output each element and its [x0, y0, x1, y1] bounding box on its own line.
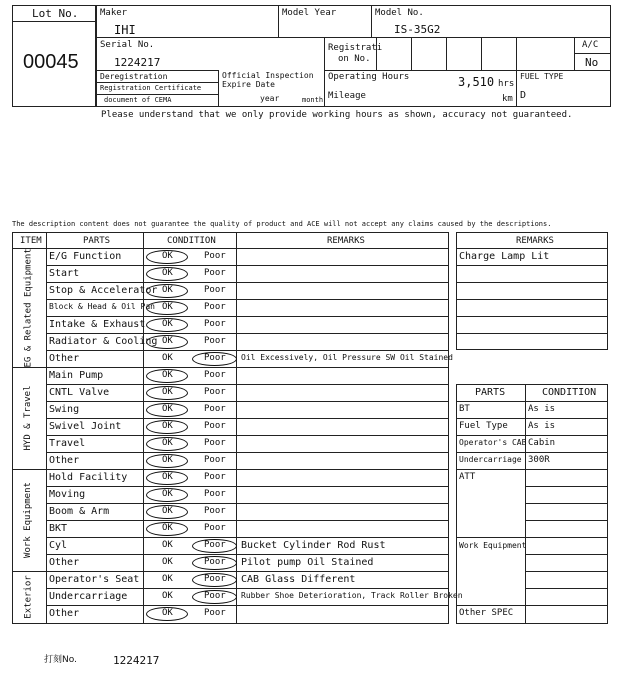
poor-option: Poor [204, 302, 226, 312]
right-remark-divider [456, 282, 608, 283]
spec-divider [456, 418, 608, 419]
part-name: Other [49, 557, 80, 568]
registration-label-1: Registrati [328, 43, 383, 53]
poor-circle-mark [192, 352, 237, 366]
fuel-type-label: FUEL TYPE [520, 72, 564, 81]
row-divider [46, 418, 449, 419]
row-divider [46, 316, 449, 317]
part-name: Main Pump [49, 370, 104, 381]
right-remark-divider [456, 265, 608, 266]
part-name: E/G Function [49, 251, 122, 262]
spec-condition: As is [528, 404, 556, 414]
part-name: Stop & Accelerator [49, 285, 158, 296]
poor-option: Poor [204, 438, 226, 448]
poor-option: Poor [204, 319, 226, 329]
ok-option: OK [162, 370, 173, 380]
fuel-type-value: D [520, 90, 527, 101]
ok-option: OK [162, 336, 173, 346]
other-spec-label: Other SPEC [459, 608, 514, 618]
poor-option: Poor [204, 421, 226, 431]
spec-divider [456, 537, 608, 538]
poor-option: Poor [204, 489, 226, 499]
month-label: month [302, 96, 324, 104]
ok-option: OK [162, 438, 173, 448]
group-label: EG & Related Equipment [23, 247, 33, 367]
row-divider [46, 537, 449, 538]
registration-certificate-label: Registration Certificate [100, 84, 202, 92]
ok-option: OK [162, 455, 173, 465]
att-subdivider [525, 486, 608, 487]
group-divider [12, 571, 449, 572]
ok-option: OK [162, 387, 173, 397]
spec-divider [456, 435, 608, 436]
row-divider [46, 350, 449, 351]
row-divider [46, 605, 449, 606]
ok-option: OK [162, 489, 173, 499]
part-name: Swivel Joint [49, 421, 122, 432]
ok-option: OK [162, 591, 173, 601]
part-name: Boom & Arm [49, 506, 110, 517]
part-name: Swing [49, 404, 80, 415]
model-no-value: IS-35G2 [394, 23, 441, 36]
poor-circle-mark [192, 539, 237, 553]
right-remarks-header: REMARKS [516, 236, 554, 246]
accuracy-note: Please understand that we only provide working hours as shown, accuracy not guaranteed. [101, 110, 573, 120]
part-name: Cyl [49, 540, 68, 551]
part-name: Other [49, 455, 80, 466]
group-label: Exterior [23, 574, 33, 619]
ok-circle-mark [146, 607, 188, 621]
ok-circle-mark [146, 301, 188, 315]
deregistration-label: Deregistration [100, 72, 168, 81]
spec-divider [456, 401, 608, 402]
work-equipment-label: Work Equipment [459, 541, 527, 550]
row-divider [46, 265, 449, 266]
ok-option: OK [162, 404, 173, 414]
row-divider [46, 435, 449, 436]
inspection-label-1: Official Inspection [222, 71, 314, 80]
part-name: Hold Facility [49, 472, 128, 483]
poor-option: Poor [204, 455, 226, 465]
ok-option: OK [162, 251, 173, 261]
part-name: Undercarriage [49, 591, 128, 602]
poor-circle-mark [192, 590, 237, 604]
poor-option: Poor [204, 353, 226, 363]
att-label: ATT [459, 472, 476, 482]
ok-circle-mark [146, 335, 188, 349]
spec-part: BT [459, 404, 470, 414]
spec-condition: 300R [528, 455, 550, 465]
spec-condition-header: CONDITION [542, 387, 597, 398]
work-subdivider [525, 571, 608, 572]
att-subdivider [525, 520, 608, 521]
ok-option: OK [162, 506, 173, 516]
spec-part: Undercarriage [459, 455, 522, 464]
poor-option: Poor [204, 523, 226, 533]
part-name: Travel [49, 438, 86, 449]
lot-label: Lot No. [32, 7, 79, 20]
maker-label: Maker [100, 8, 128, 18]
ok-circle-mark [146, 369, 188, 383]
row-divider [46, 401, 449, 402]
spec-parts-header: PARTS [475, 387, 506, 398]
mileage-label: Mileage [328, 91, 366, 101]
document-cema-label: document of CEMA [104, 96, 172, 104]
right-remark-divider [456, 299, 608, 300]
part-name: Operator's Seat [49, 574, 140, 585]
work-subdivider [525, 588, 608, 589]
right-remark-text: Charge Lamp Lit [459, 251, 550, 262]
part-name: CNTL Valve [49, 387, 110, 398]
ok-option: OK [162, 523, 173, 533]
poor-option: Poor [204, 506, 226, 516]
header-remarks: REMARKS [327, 236, 365, 246]
km-label: km [502, 94, 513, 104]
ok-circle-mark [146, 420, 188, 434]
ok-circle-mark [146, 505, 188, 519]
group-label: Work Equipment [23, 482, 33, 558]
row-remark: Oil Excessively, Oil Pressure SW Oil Stained [241, 353, 453, 362]
ok-circle-mark [146, 488, 188, 502]
ok-option: OK [162, 268, 173, 278]
ok-option: OK [162, 285, 173, 295]
row-divider [46, 333, 449, 334]
part-name: BKT [49, 523, 68, 534]
operating-hours-value: 3,510 [458, 75, 495, 89]
group-divider [12, 469, 449, 470]
row-divider [46, 486, 449, 487]
ok-option: OK [162, 540, 173, 550]
right-remark-divider [456, 248, 608, 249]
ok-option: OK [162, 421, 173, 431]
poor-option: Poor [204, 336, 226, 346]
poor-option: Poor [204, 251, 226, 261]
stamp-value: 1224217 [113, 654, 160, 667]
poor-option: Poor [204, 370, 226, 380]
work-subdivider [525, 554, 608, 555]
ok-circle-mark [146, 471, 188, 485]
serial-value: 1224217 [114, 56, 161, 69]
inspection-label-2: Expire Date [222, 80, 275, 89]
ac-label: A/C [582, 40, 599, 50]
poor-option: Poor [204, 540, 226, 550]
maker-value: IHI [114, 23, 136, 37]
ok-circle-mark [146, 267, 188, 281]
registration-label-2: on No. [338, 54, 371, 64]
ok-option: OK [162, 557, 173, 567]
serial-label: Serial No. [100, 40, 155, 50]
poor-option: Poor [204, 608, 226, 618]
ok-circle-mark [146, 250, 188, 264]
part-name: Other [49, 353, 80, 364]
row-divider [46, 299, 449, 300]
ok-option: OK [162, 353, 173, 363]
header-condition: CONDITION [167, 236, 216, 246]
poor-option: Poor [204, 557, 226, 567]
spec-condition: Cabin [528, 438, 556, 448]
poor-option: Poor [204, 404, 226, 414]
row-remark: Rubber Shoe Deterioration, Track Roller Broken [241, 591, 463, 600]
group-label: HYD & Travel [23, 385, 33, 451]
spec-condition: As is [528, 421, 556, 431]
row-remark: Bucket Cylinder Rod Rust [241, 540, 386, 551]
poor-circle-mark [192, 573, 237, 587]
row-divider [46, 520, 449, 521]
part-name: Radiator & Cooling [49, 336, 158, 347]
ok-option: OK [162, 608, 173, 618]
row-divider [46, 554, 449, 555]
ok-circle-mark [146, 318, 188, 332]
part-name: Intake & Exhaust [49, 319, 146, 330]
row-divider [46, 588, 449, 589]
hrs-label: hrs [498, 79, 515, 89]
row-divider [46, 384, 449, 385]
poor-option: Poor [204, 574, 226, 584]
part-name: Other [49, 608, 80, 619]
group-divider [12, 367, 449, 368]
model-no-label: Model No. [375, 8, 424, 18]
model-year-label: Model Year [282, 8, 337, 18]
poor-option: Poor [204, 472, 226, 482]
spec-part: Operator's CAB [459, 438, 527, 447]
ok-circle-mark [146, 386, 188, 400]
spec-part: Fuel Type [459, 421, 508, 431]
header-item: ITEM [20, 236, 42, 246]
poor-option: Poor [204, 387, 226, 397]
disclaimer: The description content does not guarantee the quality of product and ACE will not accept any claims caused by the descriptions. [12, 220, 552, 228]
poor-option: Poor [204, 285, 226, 295]
ok-option: OK [162, 574, 173, 584]
ok-circle-mark [146, 522, 188, 536]
spec-divider [456, 452, 608, 453]
row-remark: Pilot pump Oil Stained [241, 557, 374, 568]
row-divider [46, 452, 449, 453]
row-divider [46, 282, 449, 283]
ok-option: OK [162, 472, 173, 482]
right-remark-divider [456, 333, 608, 334]
right-remark-divider [456, 316, 608, 317]
part-name: Start [49, 268, 80, 279]
ok-circle-mark [146, 403, 188, 417]
ok-option: OK [162, 302, 173, 312]
spec-divider [456, 469, 608, 470]
poor-option: Poor [204, 268, 226, 278]
row-divider [46, 503, 449, 504]
header-parts: PARTS [83, 236, 111, 246]
poor-option: Poor [204, 591, 226, 601]
part-name: Block & Head & Oil Pan [49, 302, 155, 311]
spec-divider [456, 605, 608, 606]
ok-circle-mark [146, 437, 188, 451]
ok-circle-mark [146, 454, 188, 468]
att-subdivider [525, 503, 608, 504]
lot-number: 00045 [23, 51, 79, 73]
stamp-label: 打刻No. [44, 655, 77, 665]
ok-circle-mark [146, 284, 188, 298]
ac-value: No [585, 56, 599, 69]
year-label: year [260, 94, 280, 103]
ok-option: OK [162, 319, 173, 329]
poor-circle-mark [192, 556, 237, 570]
part-name: Moving [49, 489, 86, 500]
row-remark: CAB Glass Different [241, 574, 356, 585]
operating-hours-label: Operating Hours [328, 72, 410, 82]
